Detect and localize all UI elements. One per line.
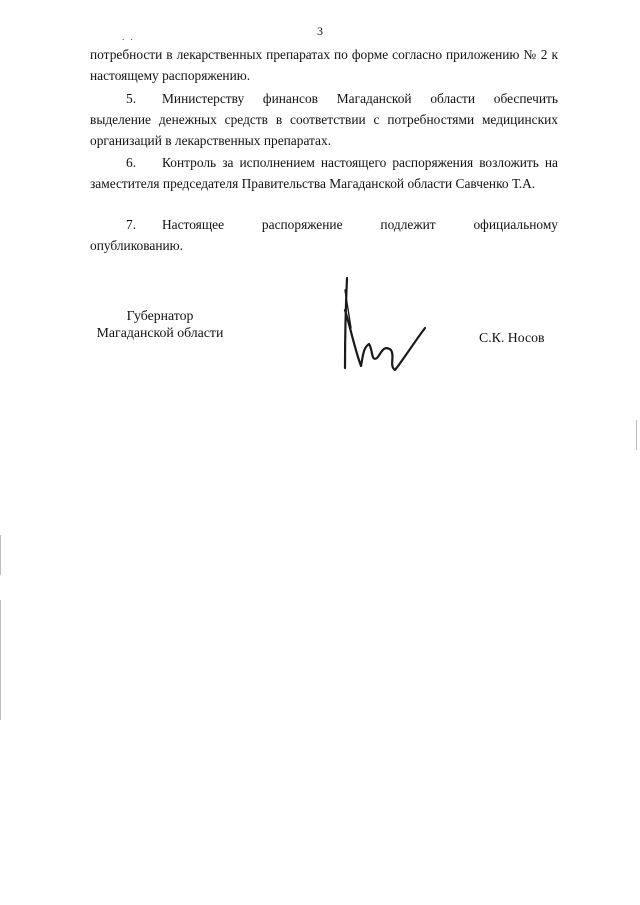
item-5-text: Министерству финансов Магаданской области обеспечить выделение денежных средств в соответствии с потребностями медицинских организаций в лекарственных препаратах. (90, 91, 558, 148)
scan-edge-mark (0, 535, 1, 575)
continuation-paragraph: потребности в лекарственных препаратах по форме согласно приложению № 2 к настоящему распоряжению. (90, 47, 558, 83)
handwritten-signature (333, 270, 433, 375)
item-7-text-line1: Настоящее распоряжение подлежит официальному (162, 217, 558, 232)
item-6-paragraph (90, 152, 558, 194)
item-5-number: 5. (126, 91, 137, 106)
page-number: 3 (317, 24, 323, 38)
scan-edge-mark (636, 420, 637, 450)
signatory-title-line2: Магаданской области (96, 325, 224, 340)
item-5-paragraph (90, 88, 558, 151)
scan-speck: . . (122, 32, 135, 42)
item-7-line1 (90, 214, 558, 235)
item-6-number: 6. (126, 155, 137, 170)
signatory-title (92, 307, 228, 341)
signatory-title-line1: Губернатор (126, 308, 194, 323)
item-7-number: 7. (126, 217, 137, 232)
item-7-text-line2: опубликованию. (90, 238, 184, 253)
item-6-text: Контроль за исполнением настоящего распоряжения возложить на заместителя председателя Правительства Магаданской области Савченко Т.А. (90, 155, 558, 191)
scan-edge-mark (0, 600, 1, 720)
signatory-name: С.К. Носов (479, 330, 545, 345)
item-7-paragraph (90, 214, 558, 256)
